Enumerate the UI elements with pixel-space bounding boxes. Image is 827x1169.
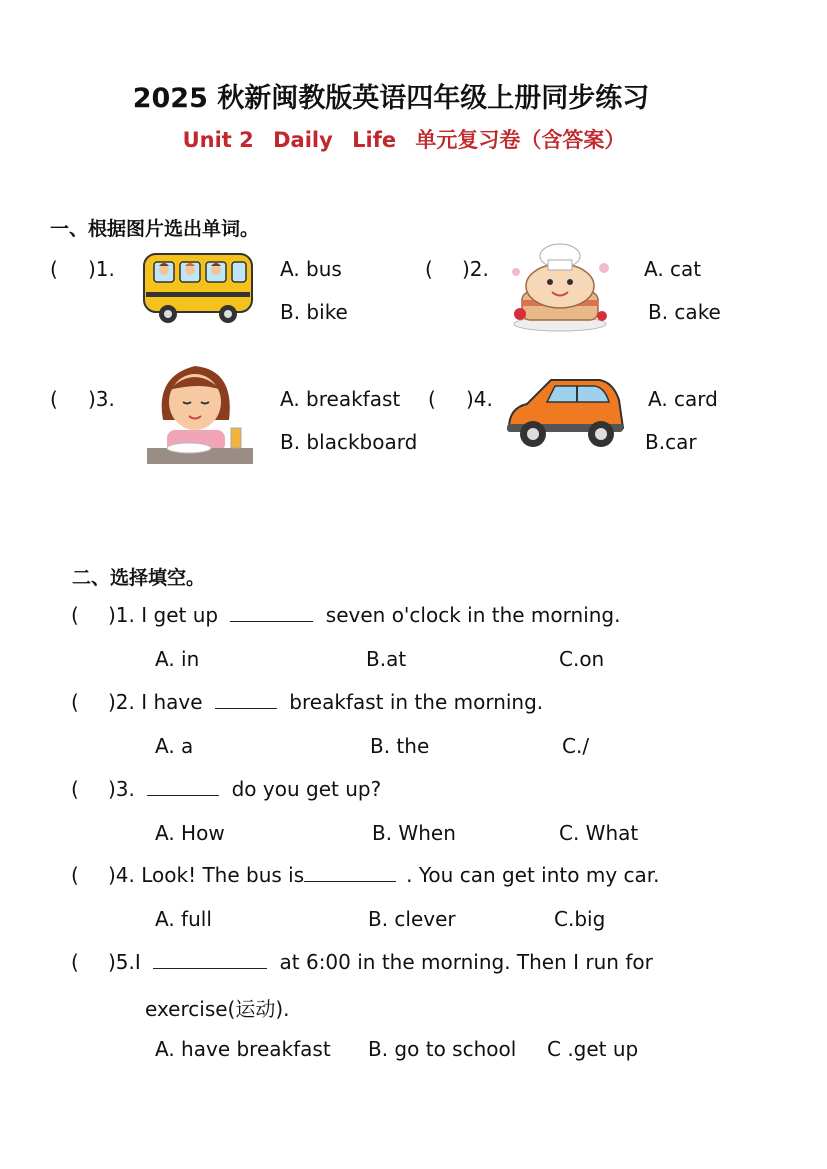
s1-q1-option-a: A. bus [280,257,342,281]
s1-q3-paren: ( [50,387,58,411]
s2-q5-paren: ( [71,950,79,974]
s1-q2-option-b: B. cake [648,300,721,324]
s2-q3-option-a: A. How [155,821,225,845]
s2-q2-pre: )2. I have [108,690,203,714]
s2-q5-blank [153,952,267,969]
s1-q4-option-a: A. card [648,387,718,411]
s1-q3-number: )3. [88,387,115,411]
s2-q4-option-c: C.big [554,907,606,931]
s1-q4-paren: ( [428,387,436,411]
s2-q1-text [108,603,620,627]
s2-q5-pre: )5.I [108,950,141,974]
s2-q4-pre: )4. Look! The bus is [108,863,305,887]
s2-q3-post: do you get up? [231,777,382,801]
s2-q5-text [108,950,653,974]
s2-q2-option-b: B. the [370,734,430,758]
s2-q4-text [108,863,660,887]
s1-q1-paren: ( [50,257,58,281]
s2-q1-option-a: A. in [155,647,200,671]
section1-heading: 一、根据图片选出单词。 [50,218,260,240]
s2-q3-pre: )3. [108,777,135,801]
car-icon [503,372,627,452]
s2-q5-option-c: C .get up [547,1037,639,1061]
s2-q1-option-c: C.on [559,647,605,671]
s1-q3-option-a: A. breakfast [280,387,401,411]
s1-q2-paren: ( [425,257,433,281]
s2-q3-option-c: C. What [559,821,639,845]
section2-heading: 二、选择填空。 [72,567,206,589]
s2-q2-post: breakfast in the morning. [289,690,544,714]
school-bus-icon [140,248,258,328]
s2-q5-option-a: A. have breakfast [155,1037,331,1061]
page-title: 2025 秋新闽教版英语四年级上册同步练习 [132,83,650,114]
subtitle-daily: Daily [273,128,333,152]
s1-q3-option-b: B. blackboard [280,430,418,454]
s2-q4-paren: ( [71,863,79,887]
cake-icon [508,234,612,334]
s2-q2-option-a: A. a [155,734,194,758]
s2-q3-option-b: B. When [372,821,456,845]
s2-q4-option-a: A. full [155,907,212,931]
s2-q2-option-c: C./ [562,734,590,758]
s1-q1-option-b: B. bike [280,300,348,324]
s1-q2-option-a: A. cat [644,257,702,281]
s2-q2-paren: ( [71,690,79,714]
subtitle-note: 单元复习卷（含答案） [415,128,626,152]
s2-q5-post: at 6:00 in the morning. Then I run for [279,950,653,974]
s2-q1-blank [230,605,313,622]
s2-q4-post: . You can get into my car. [406,863,660,887]
s2-q5-continuation: exercise(运动). [145,997,290,1021]
s2-q3-text [108,777,381,801]
s2-q3-paren: ( [71,777,79,801]
s2-q1-option-b: B.at [366,647,407,671]
s2-q2-text [108,690,543,714]
s2-q1-paren: ( [71,603,79,627]
s1-q2-number: )2. [462,257,489,281]
s2-q2-blank [215,692,277,709]
s1-q1-number: )1. [88,257,115,281]
subtitle-life: Life [352,128,397,152]
girl-eating-breakfast-icon [145,360,255,468]
s2-q3-blank [147,779,219,796]
s2-q4-option-b: B. clever [368,907,456,931]
subtitle-unit: Unit 2 [182,128,254,152]
s1-q4-number: )4. [466,387,493,411]
s2-q1-pre: )1. I get up [108,603,219,627]
s2-q1-post: seven o'clock in the morning. [325,603,621,627]
s2-q5-option-b: B. go to school [368,1037,517,1061]
page-subtitle [0,124,808,154]
s1-q4-option-b: B.car [645,430,697,454]
s2-q4-blank [304,865,396,882]
